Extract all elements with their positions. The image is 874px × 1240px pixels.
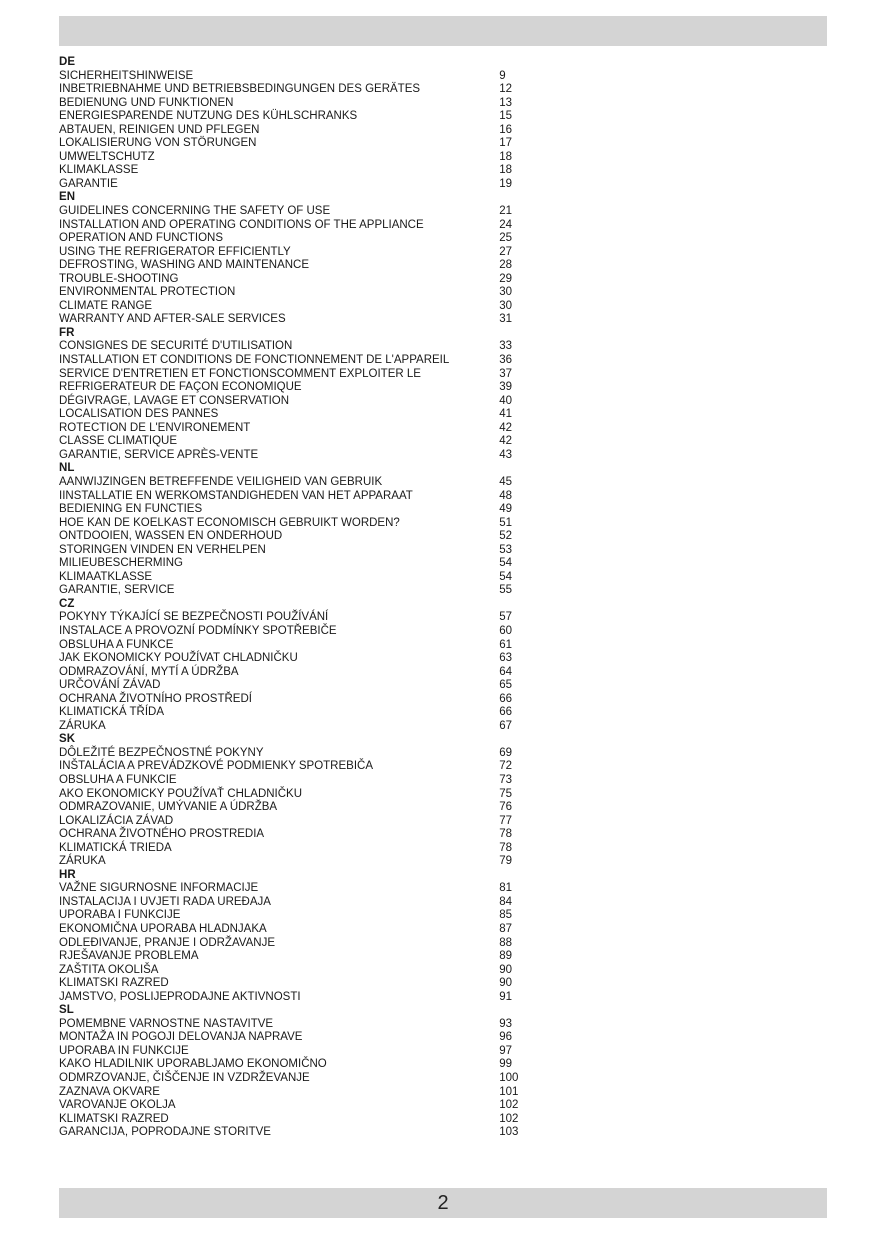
toc-entry-title: LOCALISATION DES PANNES xyxy=(59,408,219,421)
toc-entry-title: KLIMATSKI RAZRED xyxy=(59,977,169,990)
toc-entry-page: 54 xyxy=(499,557,512,570)
section-language-heading: SL xyxy=(59,1004,74,1017)
toc-entry-page: 40 xyxy=(499,394,512,407)
toc-entry xyxy=(59,1086,529,1100)
toc-entry-title: CLIMATE RANGE xyxy=(59,299,153,312)
toc-entry xyxy=(59,286,529,300)
toc-entry xyxy=(59,815,529,829)
section-language-heading: DE xyxy=(59,56,76,68)
toc-entry-title: TROUBLE-SHOOTING xyxy=(59,272,179,285)
toc-section-sk xyxy=(59,733,529,868)
toc-entry-title: EKONOMIČNA UPORABA HLADNJAKA xyxy=(59,923,267,935)
toc-entry xyxy=(59,83,529,97)
toc-entry-page: 61 xyxy=(499,638,512,651)
section-language-heading: NL xyxy=(59,462,75,475)
toc-entry-title: KAKO HLADILNIK UPORABLJAMO EKONOMIČNO xyxy=(59,1058,327,1071)
toc-entry xyxy=(59,544,529,558)
toc-entry-page: 57 xyxy=(499,611,512,624)
toc-entry xyxy=(59,1099,529,1113)
toc-entry xyxy=(59,950,529,964)
toc-entry-title: URČOVÁNÍ ZÁVAD xyxy=(59,679,161,692)
toc-entry-page: 41 xyxy=(499,408,512,421)
toc-entry xyxy=(59,1045,529,1059)
toc-entry-title: LOKALISIERUNG VON STÖRUNGEN xyxy=(59,137,257,150)
toc-entry-title: GARANCIJA, POPRODAJNE STORITVE xyxy=(59,1126,271,1139)
toc-entry-page: 60 xyxy=(499,624,512,637)
toc-entry xyxy=(59,666,529,680)
section-language-heading: SK xyxy=(59,733,76,746)
toc-entry-page: 102 xyxy=(499,1112,519,1125)
toc-entry xyxy=(59,137,529,151)
toc-entry xyxy=(59,422,529,436)
toc-entry-page: 97 xyxy=(499,1044,512,1057)
toc-entry-title: ZAŠTITA OKOLIŠA xyxy=(59,963,159,976)
toc-entry-page: 78 xyxy=(499,828,512,841)
toc-entry xyxy=(59,219,529,233)
toc-entry-title: OCHRANA ŽIVOTNÉHO PROSTREDIA xyxy=(59,828,265,841)
toc-entry xyxy=(59,584,529,598)
toc-entry xyxy=(59,300,529,314)
toc-entry-page: 99 xyxy=(499,1058,512,1071)
toc-entry xyxy=(59,381,529,395)
toc-entry xyxy=(59,788,529,802)
toc-entry-title: DEFROSTING, WASHING AND MAINTENANCE xyxy=(59,259,310,272)
toc-entry-page: 72 xyxy=(499,760,512,773)
toc-entry-title: ABTAUEN, REINIGEN UND PFLEGEN xyxy=(59,123,260,136)
toc-entry-title: MONTAŽA IN POGOJI DELOVANJA NAPRAVE xyxy=(59,1031,303,1044)
toc-entry-title: UMWELTSCHUTZ xyxy=(59,150,155,163)
toc-entry-page: 16 xyxy=(499,123,512,136)
toc-entry-page: 24 xyxy=(499,218,512,231)
footer-bar xyxy=(59,1188,827,1218)
toc-entry-title: ONTDOOIEN, WASSEN EN ONDERHOUD xyxy=(59,530,283,543)
toc-entry-title: INSTALACIJA I UVJETI RADA UREĐAJA xyxy=(59,895,271,908)
toc-entry-page: 21 xyxy=(499,205,512,218)
toc-entry xyxy=(59,706,529,720)
section-language-heading: FR xyxy=(59,326,75,339)
toc-entry xyxy=(59,1058,529,1072)
toc-entry-title: ENVIRONMENTAL PROTECTION xyxy=(59,286,236,299)
toc-entry-title: ODMRAZOVÁNÍ, MYTÍ A ÚDRŽBA xyxy=(59,665,239,678)
toc-entry-page: 65 xyxy=(499,679,512,692)
toc-entry-page: 52 xyxy=(499,530,512,543)
toc-entry xyxy=(59,435,529,449)
toc-entry-page: 53 xyxy=(499,543,512,556)
toc-entry-page: 67 xyxy=(499,719,512,732)
toc-entry-title: KLIMATICKÁ TRIEDA xyxy=(59,841,172,854)
toc-entry-page: 42 xyxy=(499,435,512,448)
section-language-heading: EN xyxy=(59,191,76,204)
toc-entry xyxy=(59,652,529,666)
toc-entry-title: RJEŠAVANJE PROBLEMA xyxy=(59,950,199,963)
toc-entry xyxy=(59,124,529,138)
toc-entry-title: JAMSTVO, POSLIJEPRODAJNE AKTIVNOSTI xyxy=(59,990,301,1003)
toc-entry-title: UPORABA IN FUNKCIJE xyxy=(59,1044,189,1057)
toc-entry xyxy=(59,476,529,490)
toc-entry xyxy=(59,205,529,219)
toc-entry xyxy=(59,611,529,625)
toc-entry xyxy=(59,110,529,124)
toc-entry xyxy=(59,774,529,788)
toc-entry xyxy=(59,909,529,923)
toc-entry-title: INBETRIEBNAHME UND BETRIEBSBEDINGUNGEN DES GERÄTES xyxy=(59,83,421,96)
toc-entry xyxy=(59,828,529,842)
section-language-heading: CZ xyxy=(59,597,75,610)
toc-entry xyxy=(59,639,529,653)
toc-entry-title: ODMRAZOVANIE, UMÝVANIE A ÚDRŽBA xyxy=(59,801,278,814)
toc-entry xyxy=(59,1018,529,1032)
toc-entry-title: CLASSE CLIMATIQUE xyxy=(59,435,178,448)
toc-entry xyxy=(59,720,529,734)
toc-entry-page: 43 xyxy=(499,448,512,461)
section-language-heading: HR xyxy=(59,868,76,881)
toc-entry-title: ODMRZOVANJE, ČIŠČENJE IN VZDRŽEVANJE xyxy=(59,1072,310,1085)
toc-entry-title: GARANTIE xyxy=(59,177,118,190)
toc-entry-page: 90 xyxy=(499,977,512,990)
toc-entry-title: ROTECTION DE L'ENVIRONEMENT xyxy=(59,421,251,434)
toc-entry-page: 42 xyxy=(499,421,512,434)
toc-entry xyxy=(59,97,529,111)
toc-entry xyxy=(59,503,529,517)
toc-entry-page: 31 xyxy=(499,313,512,326)
toc-entry-title: SERVICE D'ENTRETIEN ET FONCTIONSCOMMENT EXPLOITER LE xyxy=(59,367,421,380)
toc-entry-page: 37 xyxy=(499,367,512,380)
toc-entry xyxy=(59,557,529,571)
toc-entry xyxy=(59,1031,529,1045)
toc-entry xyxy=(59,571,529,585)
toc-entry xyxy=(59,625,529,639)
toc-entry-page: 87 xyxy=(499,923,512,935)
toc-entry-page: 102 xyxy=(499,1099,519,1112)
toc-entry-title: GARANTIE, SERVICE APRÈS-VENTE xyxy=(59,448,259,461)
toc-entry-page: 88 xyxy=(499,936,512,949)
toc-entry-page: 78 xyxy=(499,841,512,854)
toc-entry-page: 55 xyxy=(499,584,512,597)
toc-entry-page: 93 xyxy=(499,1017,512,1030)
toc-entry xyxy=(59,354,529,368)
toc-entry-page: 36 xyxy=(499,354,512,367)
toc-entry-title: UPORABA I FUNKCIJE xyxy=(59,909,181,922)
toc-entry xyxy=(59,530,529,544)
toc-entry xyxy=(59,246,529,260)
toc-entry xyxy=(59,164,529,178)
toc-entry-title: HOE KAN DE KOELKAST ECONOMISCH GEBRUIKT WORDEN? xyxy=(59,516,400,529)
toc-entry-title: DÔLEŽITÉ BEZPEČNOSTNÉ POKYNY xyxy=(59,746,264,759)
toc-entry-page: 103 xyxy=(499,1126,519,1139)
toc-entry xyxy=(59,273,529,287)
toc-entry-title: AANWIJZINGEN BETREFFENDE VEILIGHEID VAN GEBRUIK xyxy=(59,475,383,488)
toc-entry-page: 63 xyxy=(499,652,512,665)
toc-entry-title: OBSLUHA A FUNKCIE xyxy=(59,773,177,786)
toc-entry-page: 101 xyxy=(499,1085,519,1098)
toc-entry-title: POKYNY TÝKAJÍCÍ SE BEZPEČNOSTI POUŽÍVÁNÍ xyxy=(59,611,329,624)
toc-entry-page: 30 xyxy=(499,299,512,312)
toc-entry xyxy=(59,923,529,937)
toc-entry-page: 30 xyxy=(499,286,512,299)
toc-entry xyxy=(59,490,529,504)
toc-entry-title: OBSLUHA A FUNKCE xyxy=(59,638,174,651)
toc-entry-title: SICHERHEITSHINWEISE xyxy=(59,69,194,82)
toc-entry-page: 69 xyxy=(499,746,512,759)
toc-entry-page: 12 xyxy=(499,83,512,96)
toc-entry-page: 27 xyxy=(499,245,512,258)
toc-entry-page: 18 xyxy=(499,150,512,163)
toc-entry-title: GUIDELINES CONCERNING THE SAFETY OF USE xyxy=(59,205,331,218)
toc-entry xyxy=(59,855,529,869)
toc-entry xyxy=(59,368,529,382)
toc-entry-page: 45 xyxy=(499,475,512,488)
toc-entry-page: 15 xyxy=(499,110,512,123)
toc-entry xyxy=(59,1113,529,1127)
toc-entry-title: IINSTALLATIE EN WERKOMSTANDIGHEDEN VAN HET APPARAAT xyxy=(59,489,413,502)
table-of-contents xyxy=(59,56,529,1140)
toc-entry-title: USING THE REFRIGERATOR EFFICIENTLY xyxy=(59,245,291,258)
toc-entry xyxy=(59,259,529,273)
toc-entry xyxy=(59,760,529,774)
toc-entry xyxy=(59,313,529,327)
toc-entry-title: STORINGEN VINDEN EN VERHELPEN xyxy=(59,543,266,556)
toc-entry-page: 91 xyxy=(499,990,512,1003)
toc-entry-page: 75 xyxy=(499,787,512,800)
toc-entry-title: AKO EKONOMICKY POUŽÍVAŤ CHLADNIČKU xyxy=(59,787,303,800)
toc-entry-title: KLIMATSKI RAZRED xyxy=(59,1112,169,1125)
toc-entry-page: 19 xyxy=(499,177,512,190)
toc-entry-page: 13 xyxy=(499,96,512,109)
toc-entry-title: BEDIENING EN FUNCTIES xyxy=(59,503,203,516)
toc-entry-page: 96 xyxy=(499,1031,512,1044)
toc-entry-page: 76 xyxy=(499,801,512,814)
toc-entry-title: MILIEUBESCHERMING xyxy=(59,557,183,570)
toc-entry-title: ODLEĐIVANJE, PRANJE I ODRŽAVANJE xyxy=(59,936,275,949)
toc-entry-title: KLIMAKLASSE xyxy=(59,164,139,177)
toc-entry-title: GARANTIE, SERVICE xyxy=(59,584,175,597)
toc-section-en xyxy=(59,191,529,326)
toc-entry-title: REFRIGERATEUR DE FAÇON ECONOMIQUE xyxy=(59,381,302,394)
toc-entry-title: LOKALIZÁCIA ZÁVAD xyxy=(59,814,174,827)
toc-entry xyxy=(59,408,529,422)
toc-entry xyxy=(59,1126,529,1140)
toc-entry-title: POMEMBNE VARNOSTNE NASTAVITVE xyxy=(59,1017,274,1030)
toc-entry-title: ZÁRUKA xyxy=(59,719,106,732)
toc-entry-page: 90 xyxy=(499,963,512,976)
toc-entry xyxy=(59,151,529,165)
toc-entry-title: INSTALLATION ET CONDITIONS DE FONCTIONNEMENT DE L'APPAREIL xyxy=(59,354,450,367)
toc-entry-page: 28 xyxy=(499,259,512,272)
toc-entry-page: 17 xyxy=(499,137,512,150)
toc-entry-page: 51 xyxy=(499,516,512,529)
toc-entry-page: 25 xyxy=(499,232,512,245)
toc-entry xyxy=(59,340,529,354)
toc-entry-page: 85 xyxy=(499,909,512,922)
toc-entry-title: INSTALLATION AND OPERATING CONDITIONS OF THE APPLIANCE xyxy=(59,218,424,231)
toc-entry xyxy=(59,882,529,896)
toc-entry-page: 54 xyxy=(499,570,512,583)
toc-entry-page: 66 xyxy=(499,706,512,719)
toc-entry-page: 79 xyxy=(499,855,512,868)
toc-entry xyxy=(59,517,529,531)
toc-entry-title: INŠTALÁCIA A PREVÁDZKOVÉ PODMIENKY SPOTREBIČA xyxy=(59,760,373,773)
toc-entry-page: 89 xyxy=(499,950,512,963)
toc-entry-page: 66 xyxy=(499,692,512,705)
toc-entry xyxy=(59,964,529,978)
toc-entry-title: OCHRANA ŽIVOTNÍHO PROSTŘEDÍ xyxy=(59,692,252,705)
toc-section-de xyxy=(59,56,529,191)
toc-entry xyxy=(59,977,529,991)
toc-entry xyxy=(59,842,529,856)
toc-entry-title: ZAZNAVA OKVARE xyxy=(59,1085,160,1098)
toc-entry-page: 81 xyxy=(499,882,512,895)
toc-entry-title: BEDIENUNG UND FUNKTIONEN xyxy=(59,96,234,109)
toc-section-hr xyxy=(59,869,529,1004)
toc-entry-title: JAK EKONOMICKY POUŽÍVAT CHLADNIČKU xyxy=(59,652,298,665)
toc-section-cz xyxy=(59,598,529,733)
toc-section-fr xyxy=(59,327,529,462)
toc-entry xyxy=(59,679,529,693)
toc-entry-title: ENERGIESPARENDE NUTZUNG DES KÜHLSCHRANKS xyxy=(59,110,358,123)
toc-entry xyxy=(59,232,529,246)
toc-entry xyxy=(59,395,529,409)
toc-entry xyxy=(59,896,529,910)
toc-entry xyxy=(59,449,529,463)
page-number: 2 xyxy=(437,1191,449,1214)
toc-entry-page: 84 xyxy=(499,895,512,908)
header-bar xyxy=(59,16,827,46)
toc-entry-page: 9 xyxy=(499,69,506,82)
toc-entry xyxy=(59,178,529,192)
toc-section-nl xyxy=(59,462,529,597)
toc-entry-title: VAŽNE SIGURNOSNE INFORMACIJE xyxy=(59,882,259,895)
toc-entry xyxy=(59,937,529,951)
toc-entry-page: 49 xyxy=(499,503,512,516)
toc-entry xyxy=(59,1072,529,1086)
toc-entry-page: 73 xyxy=(499,773,512,786)
toc-entry xyxy=(59,70,529,84)
toc-entry xyxy=(59,801,529,815)
toc-entry-page: 100 xyxy=(499,1072,519,1085)
toc-entry-title: KLIMATICKÁ TŘÍDA xyxy=(59,706,165,719)
toc-entry-title: WARRANTY AND AFTER-SALE SERVICES xyxy=(59,313,286,326)
toc-entry-page: 29 xyxy=(499,272,512,285)
toc-entry-title: VAROVANJE OKOLJA xyxy=(59,1099,176,1112)
toc-entry xyxy=(59,747,529,761)
toc-entry-page: 77 xyxy=(499,814,512,827)
toc-entry-title: INSTALACE A PROVOZNÍ PODMÍNKY SPOTŘEBIČE xyxy=(59,624,337,637)
toc-entry-page: 18 xyxy=(499,164,512,177)
toc-entry-title: OPERATION AND FUNCTIONS xyxy=(59,232,223,245)
toc-entry-page: 48 xyxy=(499,489,512,502)
toc-entry-page: 33 xyxy=(499,340,512,353)
toc-entry-page: 39 xyxy=(499,381,512,394)
toc-entry-title: CONSIGNES DE SECURITÉ D'UTILISATION xyxy=(59,340,293,353)
toc-entry xyxy=(59,991,529,1005)
toc-entry xyxy=(59,693,529,707)
toc-entry-page: 64 xyxy=(499,665,512,678)
toc-entry-title: DÉGIVRAGE, LAVAGE ET CONSERVATION xyxy=(59,394,290,407)
toc-entry-title: ZÁRUKA xyxy=(59,855,106,868)
toc-section-sl xyxy=(59,1004,529,1139)
toc-entry-title: KLIMAATKLASSE xyxy=(59,570,153,583)
